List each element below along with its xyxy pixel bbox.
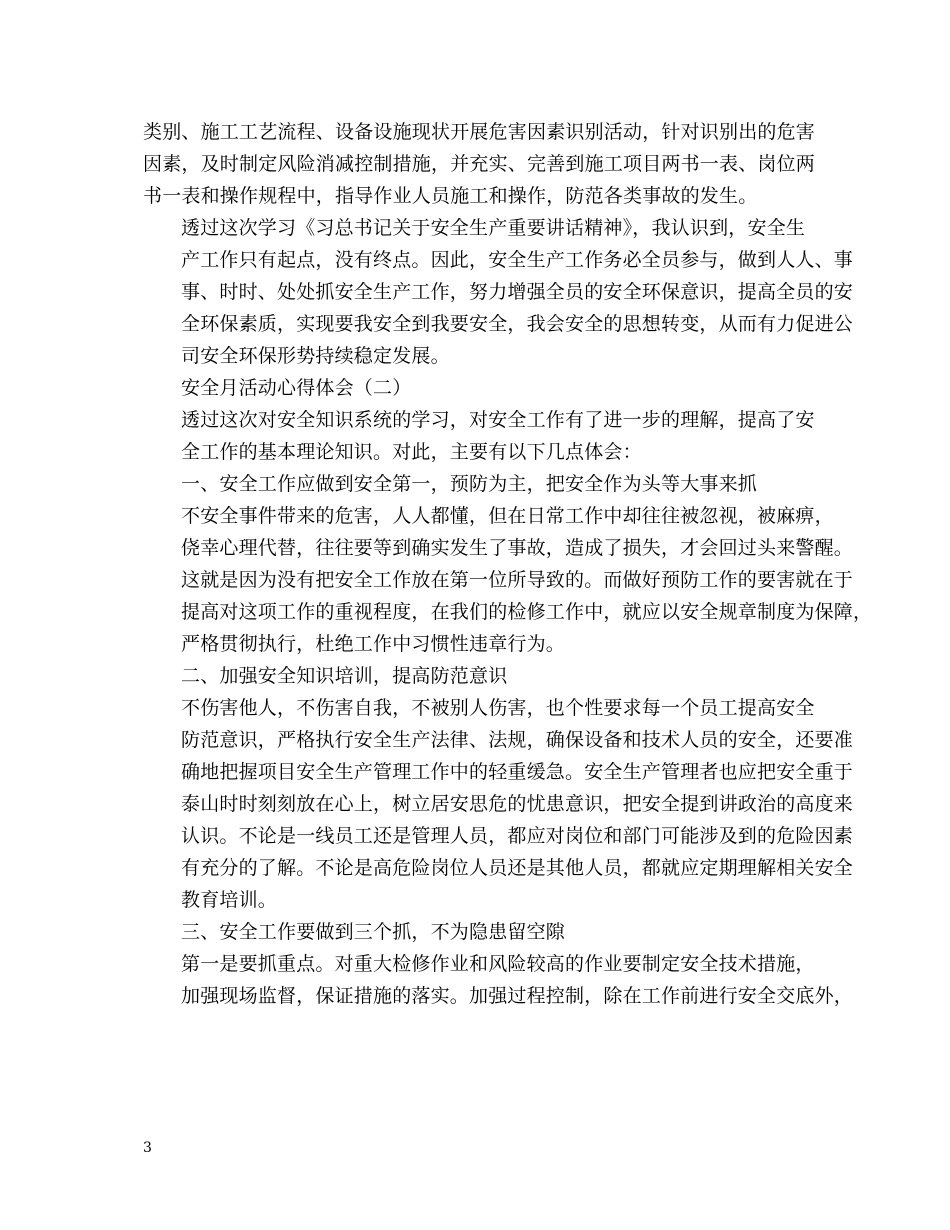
paragraph-point-one [143, 500, 873, 660]
text-line: 不伤害他人，不伤害自我，不被别人伤害，也个性要求每一个员工提高安全 [181, 697, 815, 719]
text-line: 安全月活动心得体会（二） [181, 377, 412, 399]
heading-point-two [143, 660, 810, 692]
text-line: 教育培训。 [181, 889, 278, 911]
text-line: 认识。不论是一线员工还是管理人员，都应对岗位和部门可能涉及到的危险因素 [181, 825, 854, 847]
document-body [143, 116, 873, 1012]
text-line: 三、安全工作要做到三个抓，不为隐患留空隙 [181, 921, 566, 943]
paragraph-study-reflection [143, 212, 854, 372]
text-line: 提高对这项工作的重视程度，在我们的检修工作中，就应以安全规章制度为保障， [181, 601, 873, 623]
heading-point-three [143, 916, 810, 948]
text-line: 确地把握项目安全生产管理工作中的轻重缓急。安全生产管理者也应把安全重于 [181, 761, 854, 783]
text-line: 防范意识，严格执行安全生产法律、法规，确保设备和技术人员的安全，还要准 [181, 729, 854, 751]
text-line: 有充分的了解。不论是高危险岗位人员还是其他人员，都就应定期理解相关安全 [181, 857, 854, 879]
paragraph-point-two [143, 692, 854, 916]
paragraph-hazard-identification [143, 116, 816, 212]
section-title [143, 372, 810, 404]
text-line: 严格贯彻执行，杜绝工作中习惯性违章行为。 [181, 633, 566, 655]
text-line: 书一表和操作规程中，指导作业人员施工和操作，防范各类事故的发生。 [143, 185, 758, 207]
text-line: 类别、施工工艺流程、设备设施现状开展危害因素识别活动，针对识别出的危害 [143, 121, 816, 143]
text-line: 二、加强安全知识培训，提高防范意识 [181, 665, 508, 687]
text-line: 因素，及时制定风险消减控制措施，并充实、完善到施工项目两书一表、岗位两 [143, 153, 816, 175]
paragraph-intro [143, 404, 815, 468]
text-line: 事、时时、处处抓安全生产工作，努力增强全员的安全环保意识，提高全员的安 [181, 281, 854, 303]
page-number: 3 [143, 1140, 152, 1156]
text-line: 第一是要抓重点。对重大检修作业和风险较高的作业要制定安全技术措施， [181, 953, 815, 975]
text-line: 透过这次对安全知识系统的学习，对安全工作有了进一步的理解，提高了安 [181, 409, 815, 431]
paragraph-point-three [143, 948, 854, 1012]
text-line: 产工作只有起点，没有终点。因此，安全生产工作务必全员参与，做到人人、事 [181, 249, 854, 271]
text-line: 司安全环保形势持续稳定发展。 [181, 345, 450, 367]
text-line: 全环保素质，实现要我安全到我要安全，我会安全的思想转变，从而有力促进公 [181, 313, 854, 335]
text-line: 侥幸心理代替，往往要等到确实发生了事故，造成了损失，才会回过头来警醒。 [181, 537, 854, 559]
text-line: 透过这次学习《习总书记关于安全生产重要讲话精神》，我认识到，安全生 [181, 217, 806, 239]
text-line: 加强现场监督，保证措施的落实。加强过程控制，除在工作前进行安全交底外， [181, 985, 854, 1007]
heading-point-one [143, 468, 810, 500]
text-line: 全工作的基本理论知识。对此，主要有以下几点体会： [181, 441, 642, 463]
text-line: 这就是因为没有把安全工作放在第一位所导致的。而做好预防工作的要害就在于 [181, 569, 854, 591]
text-line: 不安全事件带来的危害，人人都懂，但在日常工作中却往往被忽视，被麻痹， [181, 505, 834, 527]
text-line: 一、安全工作应做到安全第一，预防为主，把安全作为头等大事来抓 [181, 473, 758, 495]
text-line: 泰山时时刻刻放在心上，树立居安思危的忧患意识，把安全提到讲政治的高度来 [181, 793, 854, 815]
